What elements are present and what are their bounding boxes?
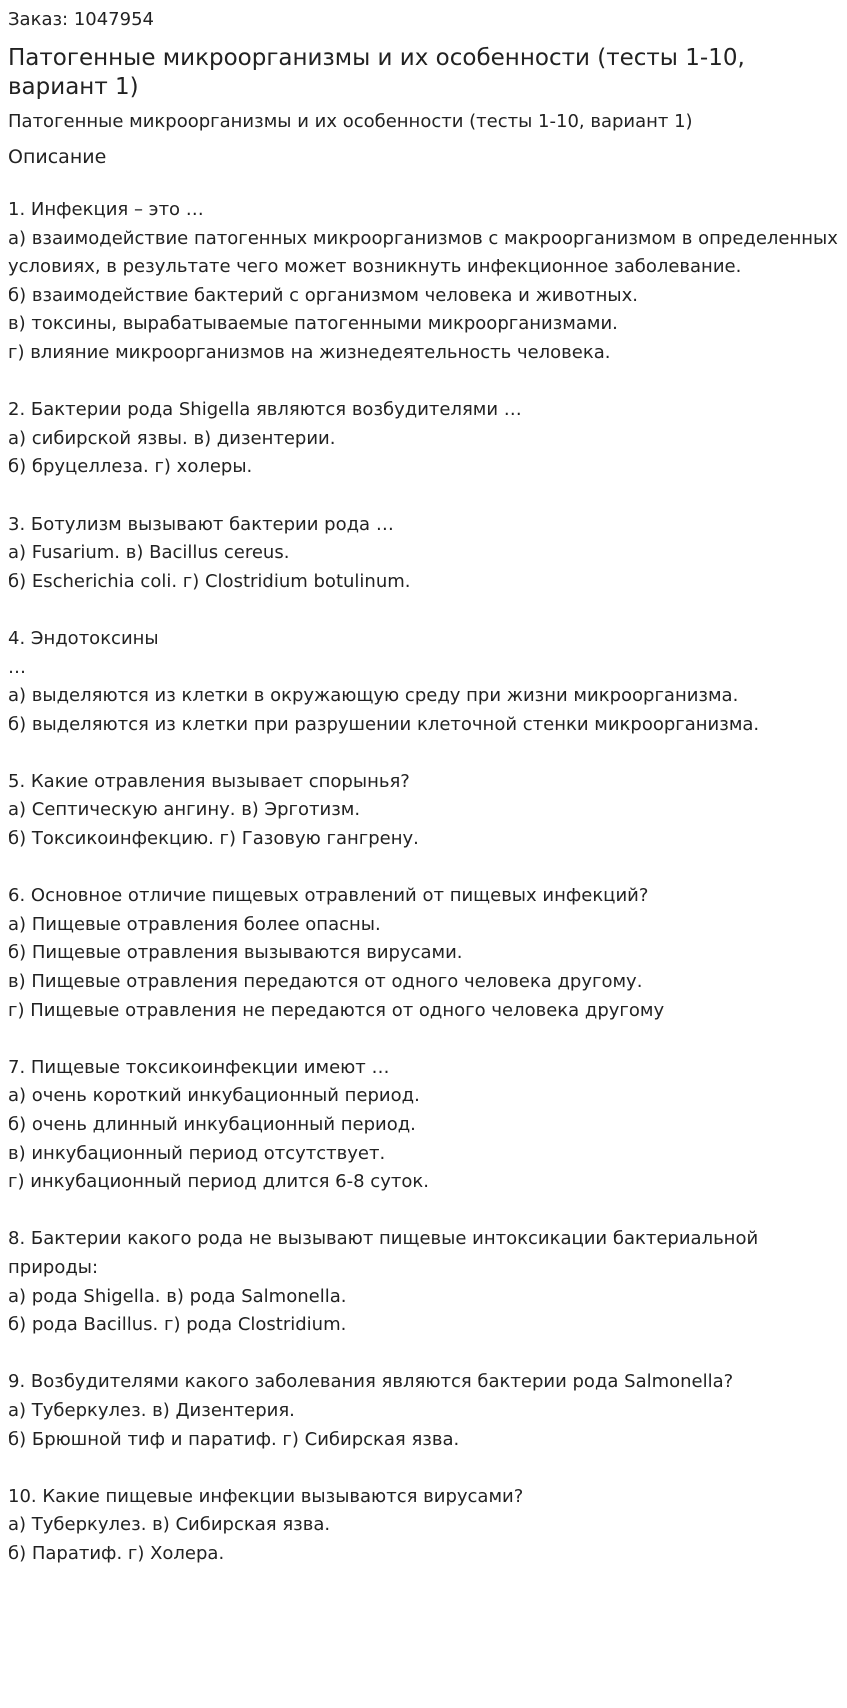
answer-option: г) влияние микроорганизмов на жизнедеятельность человека. xyxy=(8,341,611,363)
question-block xyxy=(8,768,839,854)
answer-option: в) Пищевые отравления передаются от одного человека другому. xyxy=(8,971,643,993)
answer-option: а) Fusarium. в) Bacillus cereus. xyxy=(8,542,290,564)
question-block xyxy=(8,1225,839,1339)
question-block xyxy=(8,882,839,1025)
answer-option: в) токсины, вырабатываемые патогенными микроорганизмами. xyxy=(8,313,618,335)
question-text: 6. Основное отличие пищевых отравлений от пищевых инфекций? xyxy=(8,885,649,907)
answer-option: б) бруцеллеза. г) холеры. xyxy=(8,456,253,478)
answer-option: б) очень длинный инкубационный период. xyxy=(8,1114,416,1135)
question-block xyxy=(8,196,839,368)
question-text: 5. Какие отравления вызывает спорынья? xyxy=(8,770,410,792)
answer-option: а) рода Shigella. в) рода Salmonella. xyxy=(8,1285,347,1307)
answer-option: г) инкубационный период длится 6-8 суток. xyxy=(8,1171,429,1193)
answer-option: а) Туберкулез. в) Дизентерия. xyxy=(8,1399,295,1421)
question-text: 8. Бактерии какого рода не вызывают пищевые интоксикации бактериальной природы: xyxy=(8,1228,759,1278)
page-title: Патогенные микроорганизмы и их особенности (тесты 1-10, вариант 1) xyxy=(8,45,745,100)
question-text: 9. Возбудителями какого заболевания являются бактерии рода Salmonella? xyxy=(8,1371,734,1393)
question-block xyxy=(8,511,839,597)
question-text: 3. Ботулизм вызывают бактерии рода … xyxy=(8,513,394,535)
answer-option: а) Туберкулез. в) Сибирская язва. xyxy=(8,1514,331,1536)
question-text: 4. Эндотоксины xyxy=(8,627,159,649)
answer-option: б) выделяются из клетки при разрушении клеточной стенки микроорганизма. xyxy=(8,713,760,735)
answer-option: … xyxy=(8,656,26,678)
answer-option: а) взаимодействие патогенных микроорганизмов с макроорганизмом в определенных условиях, в результате чего может возникнуть инфекционное заболевание. xyxy=(8,227,838,278)
order-number: Заказ: 1047954 xyxy=(8,9,154,30)
question-block xyxy=(8,1054,839,1197)
answer-option: в) инкубационный период отсутствует. xyxy=(8,1142,386,1164)
answer-option: а) сибирской язвы. в) дизентерии. xyxy=(8,427,336,449)
answer-option: а) выделяются из клетки в окружающую среду при жизни микроорганизма. xyxy=(8,685,739,707)
answer-option: б) Паратиф. г) Холера. xyxy=(8,1542,225,1564)
answer-option: б) Пищевые отравления вызываются вирусами. xyxy=(8,942,463,964)
question-text: 2. Бактерии рода Shigella являются возбудителями … xyxy=(8,399,522,421)
answer-option: б) взаимодействие бактерий с организмом человека и животных. xyxy=(8,284,638,306)
page-subtitle: Патогенные микроорганизмы и их особенности (тесты 1-10, вариант 1) xyxy=(8,111,693,132)
answer-option: а) Пищевые отравления более опасны. xyxy=(8,913,381,935)
question-block xyxy=(8,625,839,739)
questions-list xyxy=(8,196,839,1569)
answer-option: б) рода Bacillus. г) рода Clostridium. xyxy=(8,1314,347,1336)
answer-option: б) Токсикоинфекцию. г) Газовую гангрену. xyxy=(8,828,419,850)
question-block xyxy=(8,396,839,482)
answer-option: а) Септическую ангину. в) Эрготизм. xyxy=(8,799,361,821)
answer-option: а) очень короткий инкубационный период. xyxy=(8,1085,420,1107)
question-text: 7. Пищевые токсикоинфекции имеют … xyxy=(8,1056,390,1078)
question-block xyxy=(8,1368,839,1454)
answer-option: б) Брюшной тиф и паратиф. г) Сибирская язва. xyxy=(8,1428,460,1450)
question-block xyxy=(8,1483,839,1569)
question-text: 1. Инфекция – это … xyxy=(8,199,204,220)
question-text: 10. Какие пищевые инфекции вызываются вирусами? xyxy=(8,1485,524,1507)
answer-option: г) Пищевые отравления не передаются от одного человека другому xyxy=(8,999,665,1021)
answer-option: б) Escherichia coli. г) Clostridium botulinum. xyxy=(8,570,411,592)
description-heading: Описание xyxy=(8,146,107,168)
